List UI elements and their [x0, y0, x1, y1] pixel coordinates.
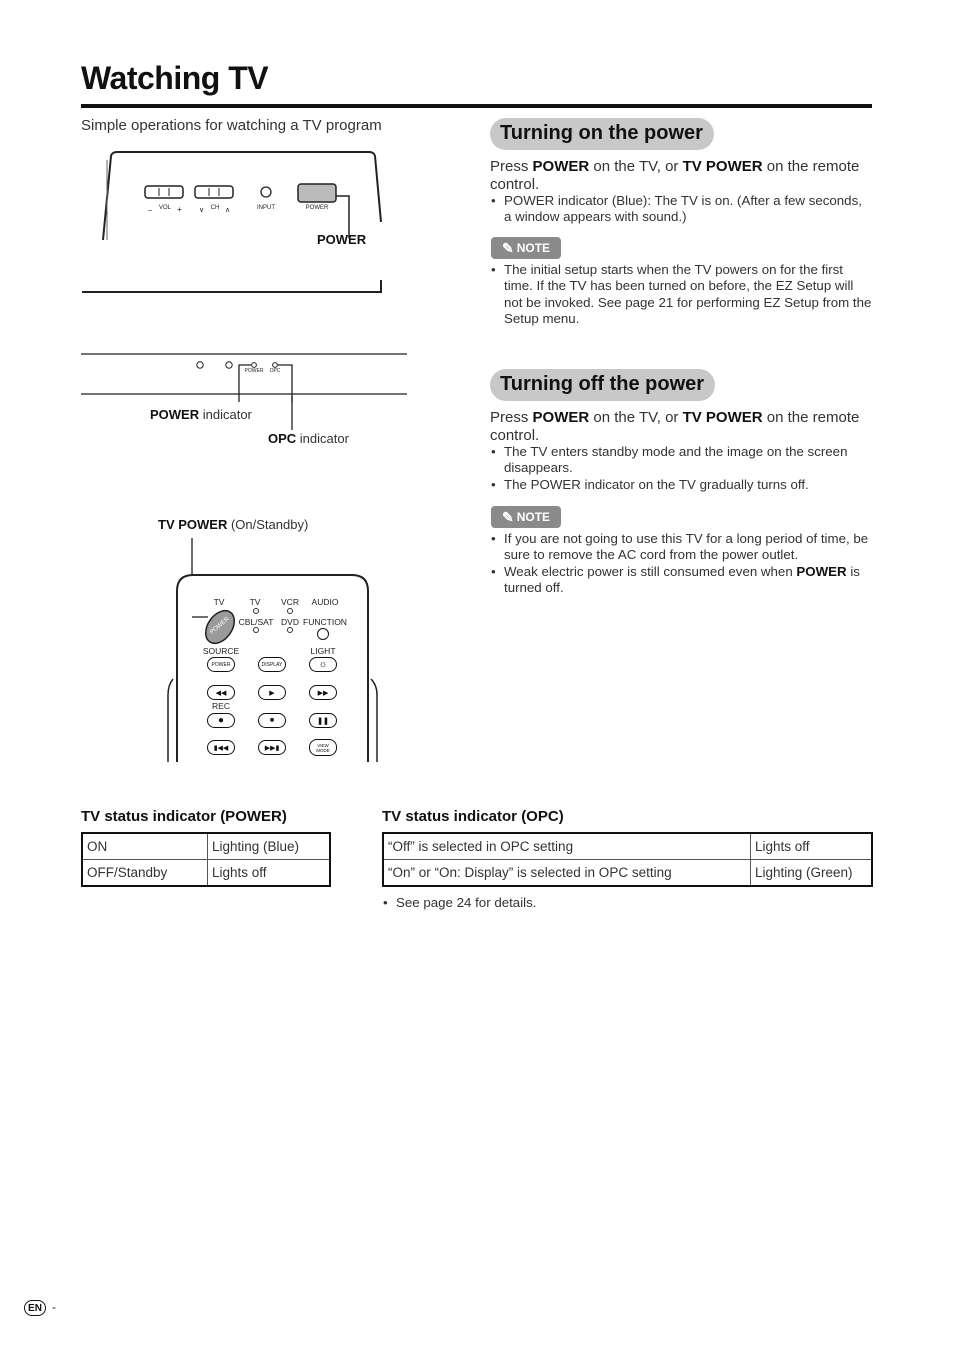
cblsat-led-icon — [253, 627, 259, 633]
opc-indicator-small-label: OPC — [269, 368, 281, 374]
view-mode-button[interactable]: VIEW MODE — [309, 739, 337, 756]
table-cell: “On” or “On: Display” is selected in OPC setting — [383, 860, 751, 887]
tv-power-button-label: POWER — [209, 616, 231, 636]
table-cell: OFF/Standby — [82, 860, 208, 887]
tv-power-remote-callout: TV POWER (On/Standby) — [158, 517, 309, 532]
skip-forward-icon: ▶▶▮ — [264, 744, 280, 752]
list-item: • See page 24 for details. — [382, 895, 764, 911]
pencil-icon: ✎ — [501, 239, 514, 256]
stop-icon: ■ — [269, 717, 275, 724]
table-row — [82, 833, 330, 860]
note-badge: ✎ NOTE — [491, 506, 561, 528]
list-item: • If you are not going to use this TV for a long period of time, be sure to remove the AC cord from the power outlet. — [490, 531, 872, 564]
rewind-icon: ◀◀ — [215, 689, 227, 697]
table-cell: ON — [82, 833, 208, 860]
svg-text:+: + — [177, 205, 182, 214]
source-tv-label: TV — [249, 597, 261, 607]
table-cell: Lighting (Green) — [751, 860, 873, 887]
turning-on-instruction: Press POWER on the TV, or TV POWER on the remote control. — [490, 158, 860, 193]
source-vcr-label: VCR — [281, 597, 299, 607]
skip-forward-button[interactable] — [258, 740, 286, 755]
turning-on-bullets — [490, 193, 872, 226]
tv-power-callout: POWER — [317, 232, 367, 247]
note-badge: ✎ NOTE — [491, 237, 561, 259]
tv-led-icon — [253, 608, 259, 614]
input-label: INPUT — [257, 205, 275, 211]
stop-button[interactable] — [258, 713, 286, 728]
rec-label: REC — [212, 701, 230, 711]
front-indicator-illustration — [81, 352, 407, 402]
function-label: FUNCTION — [303, 617, 347, 627]
turning-off-instruction: Press POWER on the TV, or TV POWER on the remote control. — [490, 409, 860, 444]
opc-footnote — [382, 895, 764, 911]
rec-button[interactable] — [207, 713, 235, 728]
list-item: • The POWER indicator on the TV gradually turns off. — [490, 477, 872, 493]
table-cell: “Off” is selected in OPC setting — [383, 833, 751, 860]
pause-button[interactable] — [309, 713, 337, 728]
pause-icon: ❚❚ — [317, 717, 329, 725]
remote-tv-label: TV — [213, 597, 225, 607]
turning-on-heading: Turning on the power — [490, 118, 714, 150]
play-button[interactable] — [258, 685, 286, 700]
source-cblsat-label: CBL/SAT — [238, 617, 274, 627]
list-item: • POWER indicator (Blue): The TV is on. (After a few seconds, a window appears with sound.) — [490, 193, 872, 226]
ch-label: CH — [210, 205, 220, 211]
intro-text: Simple operations for watching a TV program — [81, 117, 382, 134]
source-audio-label: AUDIO — [311, 597, 339, 607]
play-icon: ▶ — [269, 689, 275, 697]
title-rule — [81, 104, 872, 108]
light-label: LIGHT — [310, 646, 336, 656]
table-cell: Lights off — [751, 833, 873, 860]
record-icon: ● — [217, 715, 225, 726]
turning-off-heading: Turning off the power — [490, 369, 715, 401]
table-cell: Lights off — [208, 860, 331, 887]
page-title: Watching TV — [81, 60, 269, 96]
source-dvd-label: DVD — [281, 617, 299, 627]
source-label: SOURCE — [202, 646, 240, 656]
remote-illustration — [165, 535, 380, 763]
vol-label: VOL — [158, 205, 171, 211]
skip-back-icon: ▮◀◀ — [213, 744, 229, 752]
list-item: • Weak electric power is still consumed even when POWER is turned off. — [490, 564, 872, 597]
list-item: • The initial setup starts when the TV powers on for the first time. If the TV has been turned on before, the EZ Setup will not be invoked. See page 21 for performing EZ Setup from the Setup menu. — [490, 262, 872, 327]
table-row — [82, 860, 330, 887]
opc-indicator-callout: OPC indicator — [268, 431, 349, 446]
source-power-button[interactable]: POWER — [207, 657, 235, 672]
table-row — [383, 860, 872, 887]
power-indicator-small-label: POWER — [244, 368, 264, 374]
power-label: POWER — [305, 205, 329, 211]
language-badge: EN — [24, 1300, 46, 1316]
table-cell: Lighting (Blue) — [208, 833, 331, 860]
light-icon: ☼ — [318, 659, 328, 670]
power-table-title: TV status indicator (POWER) — [81, 808, 287, 825]
svg-text:∨: ∨ — [199, 207, 205, 214]
vcr-led-icon — [287, 608, 293, 614]
page-marker-dash: - — [52, 1300, 56, 1314]
list-item: • The TV enters standby mode and the image on the screen disappears. — [490, 444, 872, 477]
power-status-table — [81, 832, 331, 887]
opc-table-title: TV status indicator (OPC) — [382, 808, 564, 825]
fast-forward-button[interactable] — [309, 685, 337, 700]
function-button[interactable] — [317, 628, 329, 640]
turning-on-notes — [490, 262, 872, 327]
turning-off-notes — [490, 531, 872, 596]
power-indicator-callout: POWER indicator — [150, 407, 252, 422]
rewind-button[interactable] — [207, 685, 235, 700]
dvd-led-icon — [287, 627, 293, 633]
svg-text:∧: ∧ — [225, 207, 231, 214]
opc-status-table — [382, 832, 873, 887]
display-button[interactable]: DISPLAY — [258, 657, 286, 672]
pencil-icon: ✎ — [501, 508, 514, 525]
turning-off-bullets — [490, 444, 872, 493]
light-button[interactable] — [309, 657, 337, 672]
skip-back-button[interactable] — [207, 740, 235, 755]
table-row — [383, 833, 872, 860]
tv-panel-illustration — [81, 148, 411, 308]
svg-text:–: – — [148, 207, 152, 214]
fast-forward-icon: ▶▶ — [317, 689, 329, 697]
